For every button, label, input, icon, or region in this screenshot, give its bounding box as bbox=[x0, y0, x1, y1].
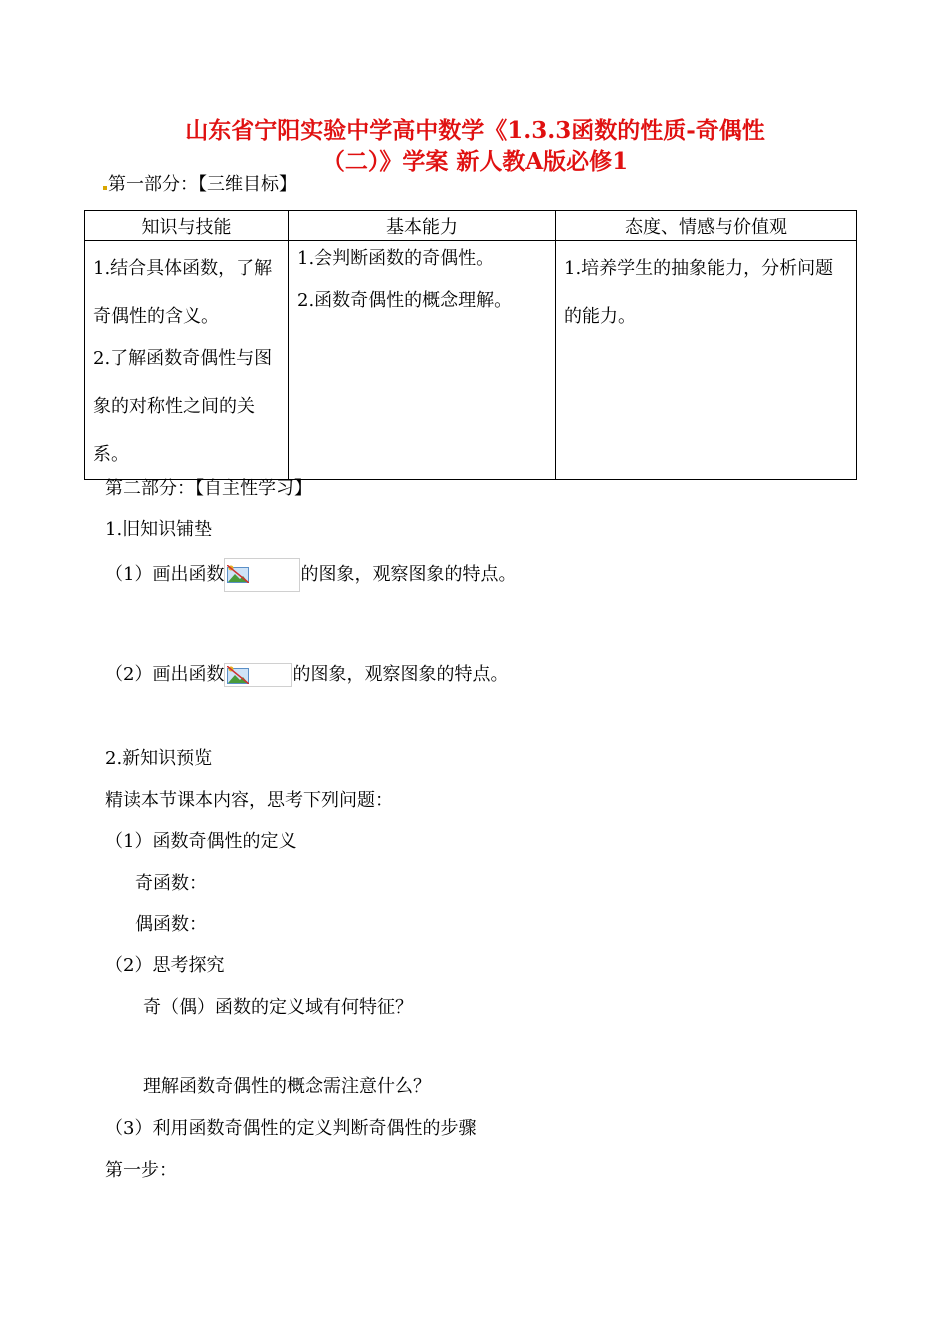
explore-question-1: 奇（偶）函数的定义域有何特征？ bbox=[143, 997, 413, 1018]
formula-image-1 bbox=[224, 558, 300, 592]
goals-table bbox=[84, 210, 857, 480]
even-function-label: 偶函数： bbox=[135, 914, 207, 935]
part1-heading: 第一部分：【三维目标】 bbox=[108, 174, 297, 195]
part2-heading: 第二部分：【自主性学习】 bbox=[105, 478, 312, 499]
goals-header-knowledge: 知识与技能 bbox=[85, 211, 289, 241]
section-new-knowledge: 2.新知识预览 bbox=[105, 748, 213, 769]
goals-cell-attitude bbox=[556, 241, 857, 480]
section-old-knowledge: 1.旧知识铺垫 bbox=[105, 519, 213, 540]
question-1 bbox=[105, 558, 516, 592]
goals-ability-item: 1.会判断函数的奇偶性。 bbox=[297, 248, 495, 269]
formula-image-2 bbox=[224, 663, 292, 687]
edit-mark-icon bbox=[103, 186, 107, 190]
goals-header-ability: 基本能力 bbox=[289, 211, 556, 241]
goals-header-attitude: 态度、情感与价值观 bbox=[556, 211, 857, 241]
question-1-prefix: （1）画出函数 bbox=[105, 564, 225, 585]
step-1-label: 第一步： bbox=[105, 1160, 177, 1181]
subsection-steps: （3）利用函数奇偶性的定义判断奇偶性的步骤 bbox=[105, 1118, 477, 1139]
odd-function-label: 奇函数： bbox=[135, 873, 207, 894]
subsection-definition: （1）函数奇偶性的定义 bbox=[105, 831, 297, 852]
question-2-prefix: （2）画出函数 bbox=[105, 664, 225, 685]
part1-heading-row bbox=[103, 170, 297, 196]
broken-image-icon bbox=[227, 666, 249, 684]
broken-image-icon bbox=[227, 565, 249, 583]
goals-ability-item: 2.函数奇偶性的概念理解。 bbox=[297, 290, 513, 311]
question-2-suffix: 的图象，观察图象的特点。 bbox=[292, 664, 509, 685]
goals-knowledge-item: 2.了解函数奇偶性与图象的对称性之间的关系。 bbox=[93, 348, 273, 465]
question-2 bbox=[105, 660, 508, 687]
question-1-suffix: 的图象，观察图象的特点。 bbox=[300, 564, 517, 585]
subsection-explore: （2）思考探究 bbox=[105, 955, 225, 976]
goals-cell-ability bbox=[289, 241, 556, 480]
doc-title-line2: （二）》学案 新人教A版必修1 bbox=[321, 148, 629, 175]
reading-instruction: 精读本节课本内容，思考下列问题： bbox=[105, 790, 393, 811]
doc-title-line1: 山东省宁阳实验中学高中数学《1.3.3函数的性质-奇偶性 bbox=[185, 117, 765, 144]
goals-knowledge-item: 1.结合具体函数，了解奇偶性的含义。 bbox=[93, 258, 273, 327]
explore-question-2: 理解函数奇偶性的概念需注意什么？ bbox=[143, 1076, 431, 1097]
goals-attitude-item: 1.培养学生的抽象能力，分析问题的能力。 bbox=[564, 258, 834, 327]
goals-cell-knowledge bbox=[85, 241, 289, 480]
